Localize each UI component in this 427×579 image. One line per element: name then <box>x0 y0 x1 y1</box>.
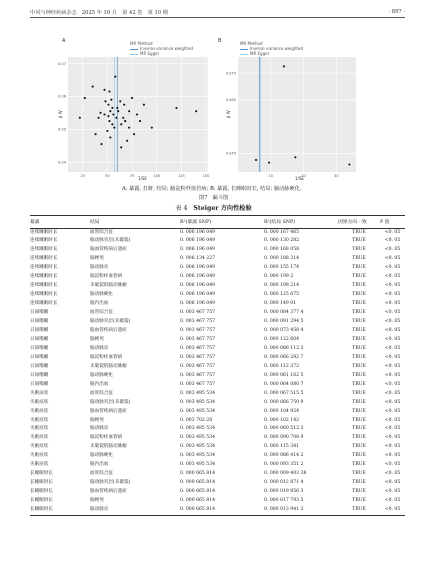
table-row <box>30 228 405 237</box>
cell-r2-outcome: 0. 000 066 750 9 <box>264 399 304 405</box>
cell-p-value: <0. 05 <box>384 381 401 387</box>
cell-direction: TRUE <box>352 372 366 378</box>
cell-exposure: 日间嗜睡 <box>30 372 49 378</box>
table-row <box>30 255 405 264</box>
cell-direction: TRUE <box>352 426 366 432</box>
cell-outcome: 血管综合征 <box>90 390 113 396</box>
cell-exposure: 日间嗜睡 <box>30 363 49 369</box>
cell-r2-outcome: 0. 000 168 058 <box>264 247 300 253</box>
table-row <box>30 273 405 282</box>
cell-r2-exposure: 0. 003 467 757 <box>180 310 216 316</box>
cell-direction: TRUE <box>352 453 366 459</box>
cell-direction: TRUE <box>352 363 366 369</box>
cell-r2-exposure: 0. 003 467 757 <box>180 345 216 351</box>
y-tick-label: 0.06 <box>57 94 66 99</box>
cell-r2-outcome: 0. 000 167 465 <box>264 229 300 235</box>
cell-exposure: 连续睡眠时长 <box>30 301 58 307</box>
cell-r2-exposure: 0. 003 495 534 <box>180 408 216 414</box>
ylabel-a: β IV <box>58 110 63 118</box>
table-row <box>30 372 405 381</box>
page-number: · 897 · <box>388 9 405 15</box>
cell-p-value: <0. 05 <box>384 399 401 405</box>
table-header-row <box>30 216 405 229</box>
cell-exposure: 长睡眠时长 <box>30 489 53 495</box>
table-row <box>30 417 405 426</box>
cell-p-value: <0. 05 <box>384 283 401 289</box>
cell-r2-exposure: 0. 000 665 814 <box>180 506 264 515</box>
cell-exposure: 失眠症状 <box>30 426 49 432</box>
cell-r2-exposure: 0. 006 134 227 <box>180 256 216 262</box>
cell-direction: TRUE <box>352 435 366 441</box>
cell-direction: TRUE <box>352 390 366 396</box>
cell-exposure: 连续睡眠时长 <box>30 256 58 262</box>
journal-info: 中风与神经疾病杂志 2025 年 10 月 第 42 卷 第 10 期 <box>30 10 168 16</box>
table-title <box>0 203 427 212</box>
cell-r2-outcome: 0. 000 090 708 9 <box>264 435 304 441</box>
cell-r2-exposure: 0. 006 196 049 <box>180 292 216 298</box>
cell-r2-outcome: 0. 000 013 941 2 <box>264 506 338 515</box>
table-row <box>30 443 405 452</box>
cell-exposure: 日间嗜睡 <box>30 381 49 387</box>
cell-r2-outcome: 0. 000 086 112 3 <box>264 345 304 351</box>
col-exposure: 暴露 <box>30 216 90 229</box>
cell-exposure: 日间嗜睡 <box>30 319 49 325</box>
cell-exposure: 失眠症状 <box>30 417 49 423</box>
cell-p-value: <0. 05 <box>384 363 401 369</box>
cell-exposure: 失眠症状 <box>30 462 49 468</box>
cell-outcome: 脑动脉硬化 <box>90 453 113 459</box>
cell-r2-exposure: 0. 003 495 534 <box>180 453 216 459</box>
cell-r2-outcome: 0. 000 199 2 <box>264 274 294 280</box>
cell-p-value: <0. 05 <box>384 435 401 441</box>
cell-p-value: <0. 05 <box>384 292 401 298</box>
cell-outcome: 脑内出血 <box>90 462 109 468</box>
cell-direction: TRUE <box>352 471 366 477</box>
table-row <box>30 461 405 470</box>
x-tick-label: 100 <box>153 174 161 178</box>
cell-outcome: 未破裂的脑动脉瘤 <box>90 444 127 450</box>
cell-p-value: <0. 05 <box>384 354 401 360</box>
cell-exposure: 连续睡眠时长 <box>30 283 58 289</box>
cell-p-value: <0. 05 <box>384 489 401 495</box>
cell-direction: TRUE <box>352 229 366 235</box>
cell-exposure: 连续睡眠时长 <box>30 229 58 235</box>
cell-exposure: 失眠症状 <box>30 444 49 450</box>
cell-direction: TRUE <box>352 381 366 387</box>
cell-r2-exposure: 0. 006 196 049 <box>180 301 216 307</box>
cell-exposure: 长睡眠时长 <box>30 498 53 504</box>
cell-r2-outcome: 0. 000 122 604 <box>264 336 300 342</box>
table-row <box>30 336 405 345</box>
x-tick-label: 25 <box>80 174 86 178</box>
cell-p-value: <0. 05 <box>384 327 401 333</box>
cell-p-value: <0. 05 <box>384 426 401 432</box>
cell-p-value: <0. 05 <box>384 444 401 450</box>
cell-p-value: <0. 05 <box>384 310 401 316</box>
cell-r2-exposure: 0. 006 196 049 <box>180 274 216 280</box>
table-row <box>30 246 405 255</box>
legend-ivw: Inverse variance weighted <box>240 46 303 51</box>
cell-p-value: <0. 05 <box>384 453 401 459</box>
cell-r2-outcome: 0. 000 093 351 2 <box>264 462 304 468</box>
cell-outcome: 血管综合征 <box>90 229 113 235</box>
cell-direction: TRUE <box>352 489 366 495</box>
cell-direction: TRUE <box>352 247 366 253</box>
cell-outcome: 脑动脉硬化 <box>90 372 113 378</box>
cell-direction: TRUE <box>352 498 366 504</box>
cell-p-value: <0. 05 <box>384 408 401 414</box>
cell-direction: TRUE <box>352 444 366 450</box>
cell-outcome: 脑动脉炎 <box>90 345 109 351</box>
cell-exposure: 失眠症状 <box>30 399 49 405</box>
xlabel-b: 1/SE <box>295 176 304 181</box>
x-tick-label: 30 <box>334 174 339 178</box>
cell-r2-outcome: 0. 000 188 314 <box>264 256 300 262</box>
cell-direction: TRUE <box>352 399 366 405</box>
cell-direction: TRUE <box>352 238 366 244</box>
cell-direction: TRUE <box>352 274 366 280</box>
axes-b <box>0 0 400 200</box>
cell-r2-outcome: 0. 000 115 341 <box>264 444 300 450</box>
y-tick-label: 0.065 <box>225 98 236 103</box>
cell-outcome: 血管综合征 <box>90 310 113 316</box>
x-tick-label: 10 <box>268 174 274 178</box>
cell-direction: TRUE <box>352 265 366 271</box>
table-row <box>30 488 405 497</box>
cell-r2-exposure: 0. 003 467 757 <box>180 372 216 378</box>
cell-r2-outcome: 0. 000 198 214 <box>264 283 300 289</box>
legend-title: MR Method <box>130 41 153 46</box>
cell-outcome: 未破裂的脑动脉瘤 <box>90 363 127 369</box>
cell-p-value: <0. 05 <box>384 265 401 271</box>
cell-outcome: 脑内出血 <box>90 301 109 307</box>
table-row <box>30 452 405 461</box>
cell-exposure: 日间嗜睡 <box>30 327 49 333</box>
cell-p-value: <0. 05 <box>384 471 401 477</box>
cell-direction: TRUE <box>352 292 366 298</box>
cell-outcome: 脑梗死 <box>90 417 104 423</box>
table-row <box>30 470 405 479</box>
cell-r2-outcome: 0. 000 060 512 3 <box>264 426 304 432</box>
cell-outcome: 脑动脉夹层(未破裂) <box>90 238 131 244</box>
table-row <box>30 425 405 434</box>
cell-r2-outcome: 0. 000 019 856 3 <box>264 489 304 495</box>
cell-p-value: <0. 05 <box>384 256 401 262</box>
cell-r2-exposure: 0. 003 467 757 <box>180 327 216 333</box>
ticks-b <box>226 71 340 178</box>
cell-r2-outcome: 0. 000 012 871 4 <box>264 480 304 486</box>
xlabel-a: 1/SE <box>138 176 147 181</box>
cell-r2-exposure: 0. 003 495 534 <box>180 444 216 450</box>
legend-ivw: Inverse variance weighted <box>130 46 193 51</box>
figure-caption-title: 图7 漏斗图 <box>198 195 229 201</box>
cell-exposure: 连续睡眠时长 <box>30 247 58 253</box>
cell-r2-outcome: 0. 000 067 515 5 <box>264 390 304 396</box>
cell-p-value: <0. 05 <box>384 345 401 351</box>
x-tick-label: 75 <box>129 174 135 178</box>
cell-exposure: 日间嗜睡 <box>30 336 49 342</box>
cell-r2-exposure: 0. 006 196 049 <box>180 238 216 244</box>
cell-r2-outcome: 0. 000 017 793 5 <box>264 498 304 504</box>
legend-title: MR Method <box>240 41 263 46</box>
cell-outcome: 脑淀粉样血管病 <box>90 274 123 280</box>
cell-outcome: 脑梗死 <box>90 336 104 342</box>
cell-p-value: <0. 05 <box>384 480 401 486</box>
cell-exposure: 连续睡眠时长 <box>30 265 58 271</box>
cell-p-value: <0. 05 <box>384 390 401 396</box>
cell-outcome: 脑血管疾病后遗症 <box>90 247 127 253</box>
cell-exposure: 日间嗜睡 <box>30 354 49 360</box>
cell-r2-exposure: 0. 006 196 049 <box>180 283 216 289</box>
cell-direction: TRUE <box>352 319 366 325</box>
cell-direction: TRUE <box>352 408 366 414</box>
cell-r2-exposure: 0. 003 495 534 <box>180 435 216 441</box>
table-row <box>30 264 405 273</box>
cell-outcome: 脑内出血 <box>90 381 109 387</box>
cell-outcome: 脑动脉夹层(未破裂) <box>90 399 131 405</box>
cell-direction: TRUE <box>352 354 366 360</box>
cell-outcome: 脑动脉炎 <box>90 426 109 432</box>
cell-r2-exposure: 0. 003 495 534 <box>180 399 216 405</box>
cell-direction: TRUE <box>338 506 380 515</box>
cell-outcome: 脑梗死 <box>90 256 104 262</box>
x-tick-label: 20 <box>301 174 306 178</box>
cell-r2-exposure: 0. 006 196 049 <box>180 229 216 235</box>
table-row <box>30 390 405 399</box>
table-title-text: Steiger 方向性检验 <box>193 205 252 212</box>
cell-r2-outcome: 0. 000 009 403 38 <box>264 471 307 477</box>
table-row <box>30 497 405 506</box>
cell-r2-outcome: 0. 000 125 675 <box>264 292 300 298</box>
cell-r2-exposure: 0. 003 495 534 <box>180 390 216 396</box>
cell-p-value: <0. 05 <box>384 229 401 235</box>
cell-direction: TRUE <box>352 417 366 423</box>
y-tick-label: 0.07 <box>57 61 66 66</box>
cell-direction: TRUE <box>352 462 366 468</box>
cell-outcome: 脑淀粉样血管病 <box>90 435 123 441</box>
panel-a-label: A <box>62 38 66 44</box>
legend-egger: MR Egger <box>130 51 193 56</box>
cell-r2-exposure: 0. 006 196 049 <box>180 247 216 253</box>
table-row <box>30 354 405 363</box>
cell-r2-exposure: 0. 000 665 814 <box>180 489 216 495</box>
cell-exposure: 连续睡眠时长 <box>30 274 58 280</box>
cell-direction: TRUE <box>352 336 366 342</box>
col-direction: 因果方向一致 <box>338 216 380 229</box>
cell-exposure: 长睡眠时长 <box>30 506 90 515</box>
table-row <box>30 345 405 354</box>
table-row <box>30 282 405 291</box>
panel-b-label: B <box>218 38 222 44</box>
cell-r2-exposure: 0. 006 196 049 <box>180 265 216 271</box>
table-row <box>30 318 405 327</box>
cell-p-value: <0. 05 <box>384 462 401 468</box>
cell-r2-outcome: 0. 000 086 414 2 <box>264 453 304 459</box>
ylabel-b: β IV <box>226 110 231 118</box>
table-row <box>30 381 405 390</box>
table-row <box>30 327 405 336</box>
y-tick-label: 0.05 <box>57 127 66 132</box>
cell-direction: TRUE <box>352 283 366 289</box>
cell-r2-exposure: 0. 000 665 814 <box>180 480 216 486</box>
cell-p-value: <0. 05 <box>384 238 401 244</box>
y-tick-label: 0.075 <box>225 71 236 76</box>
cell-r2-outcome: 0. 000 112 372 <box>264 363 300 369</box>
cell-r2-outcome: 0. 000 102 142 <box>264 417 300 423</box>
cell-r2-outcome: 0. 000 066 292 7 <box>264 354 304 360</box>
table-number: 表 4 <box>175 205 188 212</box>
cell-outcome: 血管综合征 <box>90 471 113 477</box>
col-r2-outcome: R²(结局 SNP) <box>264 216 338 229</box>
figure-caption-detail: A: 暴露, 打鼾, 结局: 脑淀粉样血管病; B: 暴露, 长睡眠时长, 结局: 脑动脉硬化。 <box>122 186 305 192</box>
cell-r2-outcome: 0. 000 130 282 <box>264 238 300 244</box>
cell-outcome: 脑血管疾病后遗症 <box>90 327 127 333</box>
table-row <box>30 291 405 300</box>
cell-p-value: <0. 05 <box>380 506 405 515</box>
x-tick-label: 150 <box>202 174 210 178</box>
table-row <box>30 237 405 246</box>
cell-p-value: <0. 05 <box>384 274 401 280</box>
col-r2-exposure: R²(暴露 SNP) <box>180 216 264 229</box>
cell-direction: TRUE <box>352 256 366 262</box>
cell-outcome: 脑血管疾病后遗症 <box>90 408 127 414</box>
cell-r2-exposure: 0. 000 665 814 <box>180 498 216 504</box>
cell-exposure: 失眠症状 <box>30 453 49 459</box>
cell-exposure: 连续睡眠时长 <box>30 292 58 298</box>
cell-outcome: 脑动脉硬化 <box>90 292 113 298</box>
cell-r2-outcome: 0. 000 073 458 4 <box>264 327 304 333</box>
cell-p-value: <0. 05 <box>384 319 401 325</box>
cell-outcome: 脑淀粉样血管病 <box>90 354 123 360</box>
cell-r2-outcome: 0. 000 104 924 <box>264 408 300 414</box>
cell-outcome: 未破裂的脑动脉瘤 <box>90 283 127 289</box>
col-p-value: P 值 <box>380 216 405 229</box>
cell-r2-exposure: 0. 003 467 757 <box>180 336 216 342</box>
cell-r2-exposure: 0. 003 495 534 <box>180 426 216 432</box>
cell-r2-outcome: 0. 000 149 01 <box>264 301 297 307</box>
cell-exposure: 失眠症状 <box>30 390 49 396</box>
cell-r2-exposure: 0. 003 467 757 <box>180 363 216 369</box>
cell-r2-exposure: 0. 003 702 28 <box>180 417 213 423</box>
cell-exposure: 连续睡眠时长 <box>30 238 58 244</box>
cell-outcome: 脑梗死 <box>90 498 104 504</box>
cell-exposure: 失眠症状 <box>30 408 49 414</box>
cell-r2-outcome: 0. 000 084 377 4 <box>264 310 304 316</box>
cell-r2-outcome: 0. 000 155 174 <box>264 265 300 271</box>
cell-r2-exposure: 0. 003 467 757 <box>180 381 216 387</box>
table-row <box>30 363 405 372</box>
x-tick-label: 125 <box>177 174 185 178</box>
col-outcome: 结局 <box>90 216 180 229</box>
steiger-table <box>30 215 405 516</box>
cell-p-value: <0. 05 <box>384 247 401 253</box>
cell-direction: TRUE <box>352 327 366 333</box>
cell-direction: TRUE <box>352 310 366 316</box>
table-row <box>30 399 405 408</box>
table-row <box>30 300 405 309</box>
table-row <box>30 309 405 318</box>
cell-exposure: 失眠症状 <box>30 435 49 441</box>
cell-exposure: 长睡眠时长 <box>30 471 53 477</box>
cell-r2-exposure: 0. 000 665 814 <box>180 471 216 477</box>
cell-outcome: 脑动脉夹层(未破裂) <box>90 319 131 325</box>
cell-r2-outcome: 0. 000 091 294 5 <box>264 319 304 325</box>
cell-direction: TRUE <box>352 480 366 486</box>
y-tick-label: 0.045 <box>225 151 236 156</box>
table-row <box>30 506 405 515</box>
cell-outcome: 脑动脉炎 <box>90 506 180 515</box>
cell-outcome: 脑动脉炎 <box>90 265 109 271</box>
cell-exposure: 长睡眠时长 <box>30 480 53 486</box>
cell-outcome: 脑血管疾病后遗症 <box>90 489 127 495</box>
cell-p-value: <0. 05 <box>384 336 401 342</box>
cell-r2-outcome: 0. 000 061 162 5 <box>264 372 304 378</box>
cell-r2-exposure: 0. 003 495 534 <box>180 462 216 468</box>
table-row <box>30 434 405 443</box>
cell-direction: TRUE <box>352 301 366 307</box>
cell-p-value: <0. 05 <box>384 498 401 504</box>
cell-p-value: <0. 05 <box>384 301 401 307</box>
cell-exposure: 日间嗜睡 <box>30 310 49 316</box>
x-tick-label: 50 <box>105 174 110 178</box>
cell-direction: TRUE <box>352 345 366 351</box>
cell-p-value: <0. 05 <box>384 372 401 378</box>
cell-outcome: 脑动脉夹层(未破裂) <box>90 480 131 486</box>
cell-r2-outcome: 0. 000 064 080 7 <box>264 381 304 387</box>
legend-egger: MR Egger <box>240 51 303 56</box>
y-tick-label: 0.04 <box>57 160 66 165</box>
cell-exposure: 日间嗜睡 <box>30 345 49 351</box>
cell-r2-exposure: 0. 003 467 757 <box>180 354 216 360</box>
table-row <box>30 408 405 417</box>
table-row <box>30 479 405 488</box>
cell-r2-exposure: 0. 003 467 757 <box>180 319 216 325</box>
cell-p-value: <0. 05 <box>384 417 401 423</box>
